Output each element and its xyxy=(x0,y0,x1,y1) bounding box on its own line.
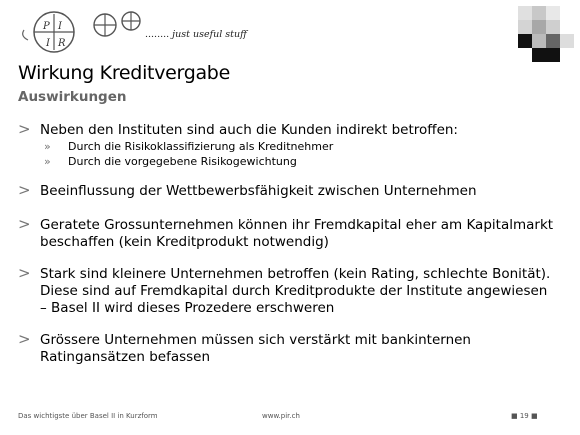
chevron-right-icon: > xyxy=(18,120,31,138)
double-chevron-icon: » xyxy=(44,155,51,168)
sub-bullet-text: Durch die vorgegebene Risikogewichtung xyxy=(68,155,297,168)
bullet-item xyxy=(18,122,558,139)
chevron-right-icon: > xyxy=(18,264,31,282)
svg-text:I: I xyxy=(46,38,50,49)
bullet-text: Stark sind kleinere Unternehmen betroffen (kein Rating, schlechte Bonität). Diese sind auf Fremdkapital durch Kreditprodukte der Institute angewiesen – Basel II wird dieses Prozedere erschweren xyxy=(40,266,551,316)
decorative-squares xyxy=(518,6,578,64)
sub-bullet-text: Durch die Risikoklassifizierung als Kreditnehmer xyxy=(68,140,334,153)
chevron-right-icon: > xyxy=(18,215,31,233)
sub-bullet-item xyxy=(18,154,558,169)
double-chevron-icon: » xyxy=(44,140,51,153)
svg-text:R: R xyxy=(58,38,66,49)
bullet-item xyxy=(18,217,558,251)
sub-bullet-item xyxy=(18,139,558,154)
slide-footer xyxy=(0,409,580,423)
bullet-text: Beeinflussung der Wettbewerbsfähigkeit zwischen Unternehmen xyxy=(40,183,477,199)
bullet-text: Grössere Unternehmen müssen sich verstärkt mit bankinternen Ratingansätzen befassen xyxy=(40,332,471,365)
slide-subtitle: Auswirkungen xyxy=(18,89,127,105)
svg-text:I: I xyxy=(58,21,62,32)
footer-title: Das wichtigste über Basel II in Kurzform xyxy=(18,412,158,420)
chevron-right-icon: > xyxy=(18,330,31,348)
tagline: ........ just useful stuff xyxy=(145,29,247,40)
bullet-item xyxy=(18,332,558,366)
slide-title: Wirkung Kreditvergabe xyxy=(18,62,230,84)
bullet-text: Geratete Grossunternehmen können ihr Fremdkapital eher am Kapitalmarkt beschaffen (kein Kreditprodukt notwendig) xyxy=(40,217,554,250)
footer-url: www.pir.ch xyxy=(262,412,300,420)
bullet-item xyxy=(18,183,558,200)
bullet-item xyxy=(18,266,558,317)
page-number: ■ 19 ■ xyxy=(511,412,538,420)
svg-text:P: P xyxy=(43,21,50,32)
bullet-text: Neben den Instituten sind auch die Kunden indirekt betroffen: xyxy=(40,122,458,138)
bullet-list xyxy=(18,122,558,366)
chevron-right-icon: > xyxy=(18,181,31,199)
